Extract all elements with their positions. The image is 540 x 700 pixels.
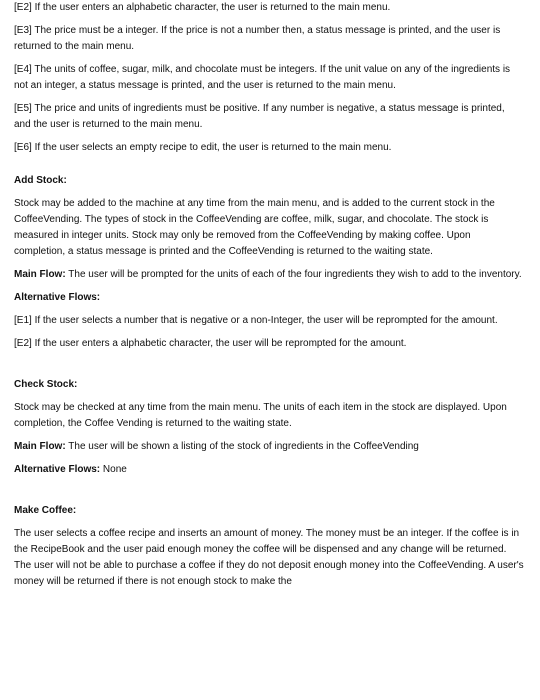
main-flow-label: Main Flow: [14, 441, 66, 452]
error-e3: [E3] The price must be a integer. If the price is not a number then, a status message is printed, and the user is returned to the main menu. [14, 25, 501, 52]
check-stock-section [14, 377, 524, 478]
check-stock-main-flow [14, 439, 524, 455]
make-coffee-description: The user selects a coffee recipe and inserts an amount of money. The money must be an integer. If the coffee is in the RecipeBook and the user paid enough money the coffee will be dispensed and any change will be returned. The user will not be able to purchase a coffee if they do not deposit enough money into the CoffeeVending. A user's money will be returned if there is not enough stock to make the [14, 528, 524, 587]
add-stock-alt-flows-label: Alternative Flows: [14, 292, 101, 303]
make-coffee-heading: Make Coffee: [14, 505, 77, 516]
alt-flows-text: None [100, 464, 127, 475]
add-stock-description: Stock may be added to the machine at any time from the main menu, and is added to the current stock in the CoffeeVending. The types of stock in the CoffeeVending are coffee, milk, sugar, and chocolate. The stock is measured in integer units. Stock may only be removed from the CoffeeVending by making coffee. Upon completion, a status message is printed and the CoffeeVending is returned to the waiting state. [14, 198, 495, 257]
add-stock-alt-flow-e2: [E2] If the user enters a alphabetic character, the user will be reprompted for the amount. [14, 338, 407, 349]
add-stock-main-flow [14, 267, 524, 283]
make-coffee-section [14, 503, 524, 590]
check-stock-alt-flows [14, 462, 524, 478]
add-stock-heading: Add Stock: [14, 175, 67, 186]
error-e6: [E6] If the user selects an empty recipe to edit, the user is returned to the main menu. [14, 142, 392, 153]
add-stock-alt-flow-e1: [E1] If the user selects a number that is negative or a non-Integer, the user will be reprompted for the amount. [14, 315, 498, 326]
main-flow-label: Main Flow: [14, 269, 66, 280]
add-stock-section [14, 173, 524, 352]
check-stock-description: Stock may be checked at any time from the main menu. The units of each item in the stock are displayed. Upon completion, the Coffee Vending is returned to the waiting state. [14, 402, 507, 429]
error-e4: [E4] The units of coffee, sugar, milk, and chocolate must be integers. If the unit value on any of the ingredients is not an integer, a status message is printed, and the user is returned to the main menu. [14, 64, 511, 91]
main-flow-text: The user will be prompted for the units of each of the four ingredients they wish to add to the inventory. [65, 269, 522, 280]
error-e2: [E2] If the user enters an alphabetic character, the user is returned to the main menu. [14, 2, 391, 13]
check-stock-heading: Check Stock: [14, 379, 78, 390]
error-e5: [E5] The price and units of ingredients must be positive. If any number is negative, a status message is printed, and the user is returned to the main menu. [14, 103, 505, 130]
main-flow-text: The user will be shown a listing of the stock of ingredients in the CoffeeVending [65, 441, 419, 452]
alt-flows-label: Alternative Flows: [14, 464, 101, 475]
edit-recipe-error-list [14, 0, 524, 156]
